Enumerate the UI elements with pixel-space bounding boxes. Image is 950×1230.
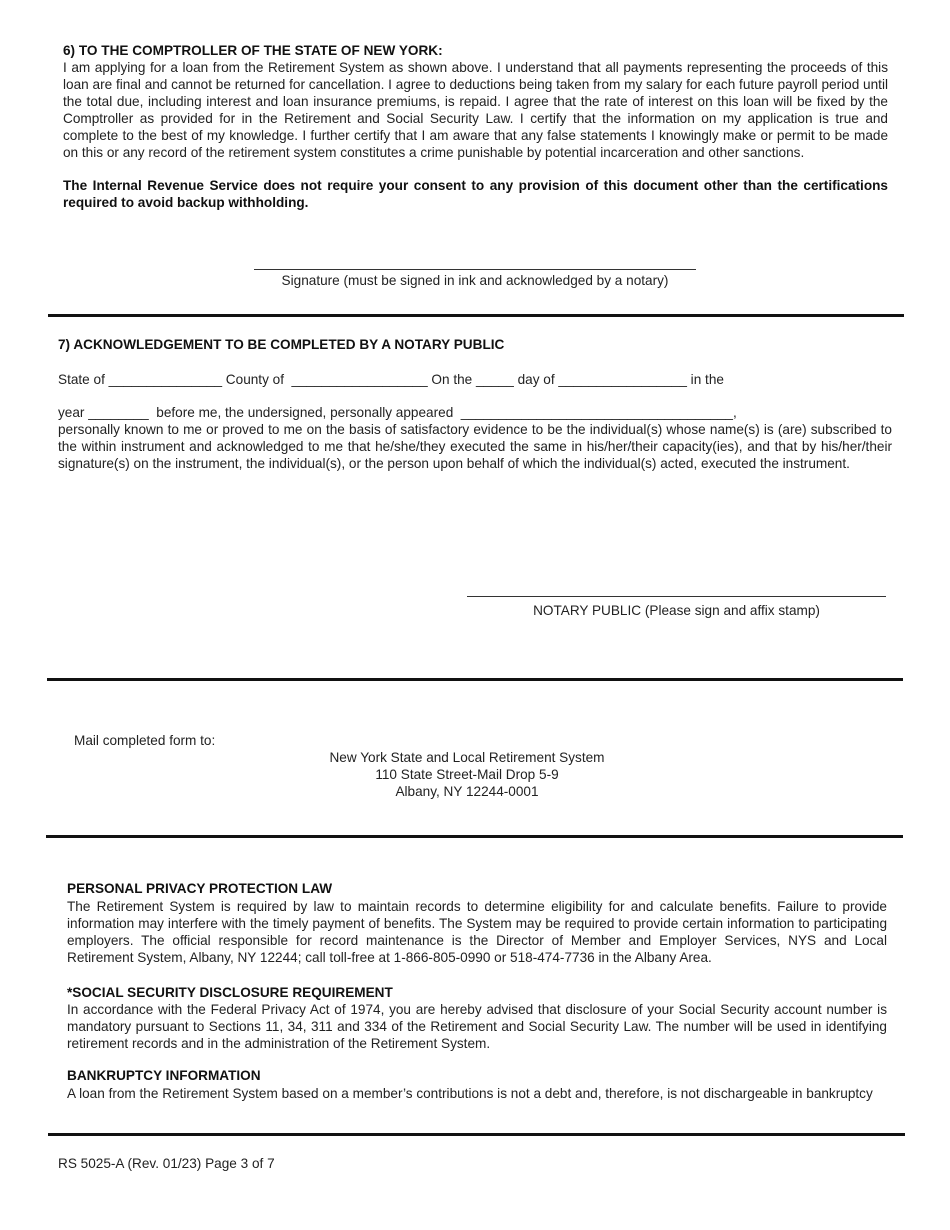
section-divider-1 bbox=[48, 314, 904, 317]
form-footer: RS 5025-A (Rev. 01/23) Page 3 of 7 bbox=[58, 1156, 275, 1171]
section-divider-3 bbox=[46, 835, 903, 838]
irs-notice: The Internal Revenue Service does not require your consent to any provision of this document other than the certifications required to avoid backup withholding. bbox=[63, 178, 888, 210]
section6-heading: 6) TO THE COMPTROLLER OF THE STATE OF NEW YORK: bbox=[63, 43, 443, 58]
notary-caption: NOTARY PUBLIC (Please sign and affix stamp) bbox=[533, 603, 820, 618]
address-line-3: Albany, NY 12244-0001 bbox=[395, 784, 539, 799]
signature-caption: Signature (must be signed in ink and acknowledged by a notary) bbox=[281, 273, 669, 288]
address-line-2: 110 State Street-Mail Drop 5-9 bbox=[375, 767, 559, 782]
address-line-1: New York State and Local Retirement System bbox=[329, 750, 605, 765]
notary-signature-line[interactable] bbox=[467, 596, 886, 597]
privacy-body: The Retirement System is required by law to maintain records to determine eligibility for and calculate benefits. Failure to provide information may interfere with the timely payment of benefits. The System may be required to provide certain information to participating employers. The official responsible for record maintenance is the Director of Member and Employer Services, NYS and Local Retirement System, Albany, NY 12244; call toll-free at 1-866-805-0990 or 518-474-7736 in the Albany Area. bbox=[67, 899, 887, 965]
ssn-heading: *SOCIAL SECURITY DISCLOSURE REQUIREMENT bbox=[67, 985, 393, 1000]
ssn-body: In accordance with the Federal Privacy Act of 1974, you are hereby advised that disclosure of your Social Security account number is mandatory pursuant to Sections 11, 34, 311 and 334 of the Retirement and Social Security Law. The number will be used in identifying retirement records and in the administration of the Retirement System. bbox=[67, 1002, 887, 1051]
section-divider-4 bbox=[48, 1133, 905, 1136]
bankruptcy-body: A loan from the Retirement System based on a member’s contributions is not a debt and, therefore, is not dischargeable in bankruptcy bbox=[67, 1086, 873, 1101]
notary-fill-line-2[interactable]: year ________ before me, the undersigned, personally appeared ____________________________________, bbox=[58, 405, 737, 420]
privacy-heading: PERSONAL PRIVACY PROTECTION LAW bbox=[67, 881, 333, 896]
section6-body: I am applying for a loan from the Retirement System as shown above. I understand that all payments representing the proceeds of this loan are final and cannot be returned for cancellation. I agree to deductions being taken from my salary for each future payroll period until the total due, including interest and loan insurance premiums, is repaid. I agree that the rate of interest on this loan will be fixed by the Comptroller as provided for in the Retirement and Social Security Law. I certify that the information on my application is true and complete to the best of my knowledge. I further certify that I am aware that any false statements I knowingly make or permit to be made on this or any record of the retirement system constitutes a crime punishable by potential incarceration and other sanctions. bbox=[63, 60, 888, 160]
signature-line[interactable] bbox=[254, 269, 696, 270]
mailing-address bbox=[267, 749, 667, 800]
mail-label: Mail completed form to: bbox=[74, 733, 216, 748]
bankruptcy-heading: BANKRUPTCY INFORMATION bbox=[67, 1068, 261, 1083]
section7-body: personally known to me or proved to me on the basis of satisfactory evidence to be the individual(s) whose name(s) is (are) subscribed to the within instrument and acknowledged to me that he/she/they executed the same in his/her/their capacity(ies), and that by his/her/their signature(s) on the instrument, the individual(s), or the person upon behalf of which the individual(s) acted, executed the instrument. bbox=[58, 422, 892, 471]
section-divider-2 bbox=[47, 678, 903, 681]
notary-fill-line-1[interactable]: State of _______________ County of __________________ On the _____ day of _________________ in the bbox=[58, 372, 724, 387]
section7-heading: 7) ACKNOWLEDGEMENT TO BE COMPLETED BY A NOTARY PUBLIC bbox=[58, 337, 505, 352]
